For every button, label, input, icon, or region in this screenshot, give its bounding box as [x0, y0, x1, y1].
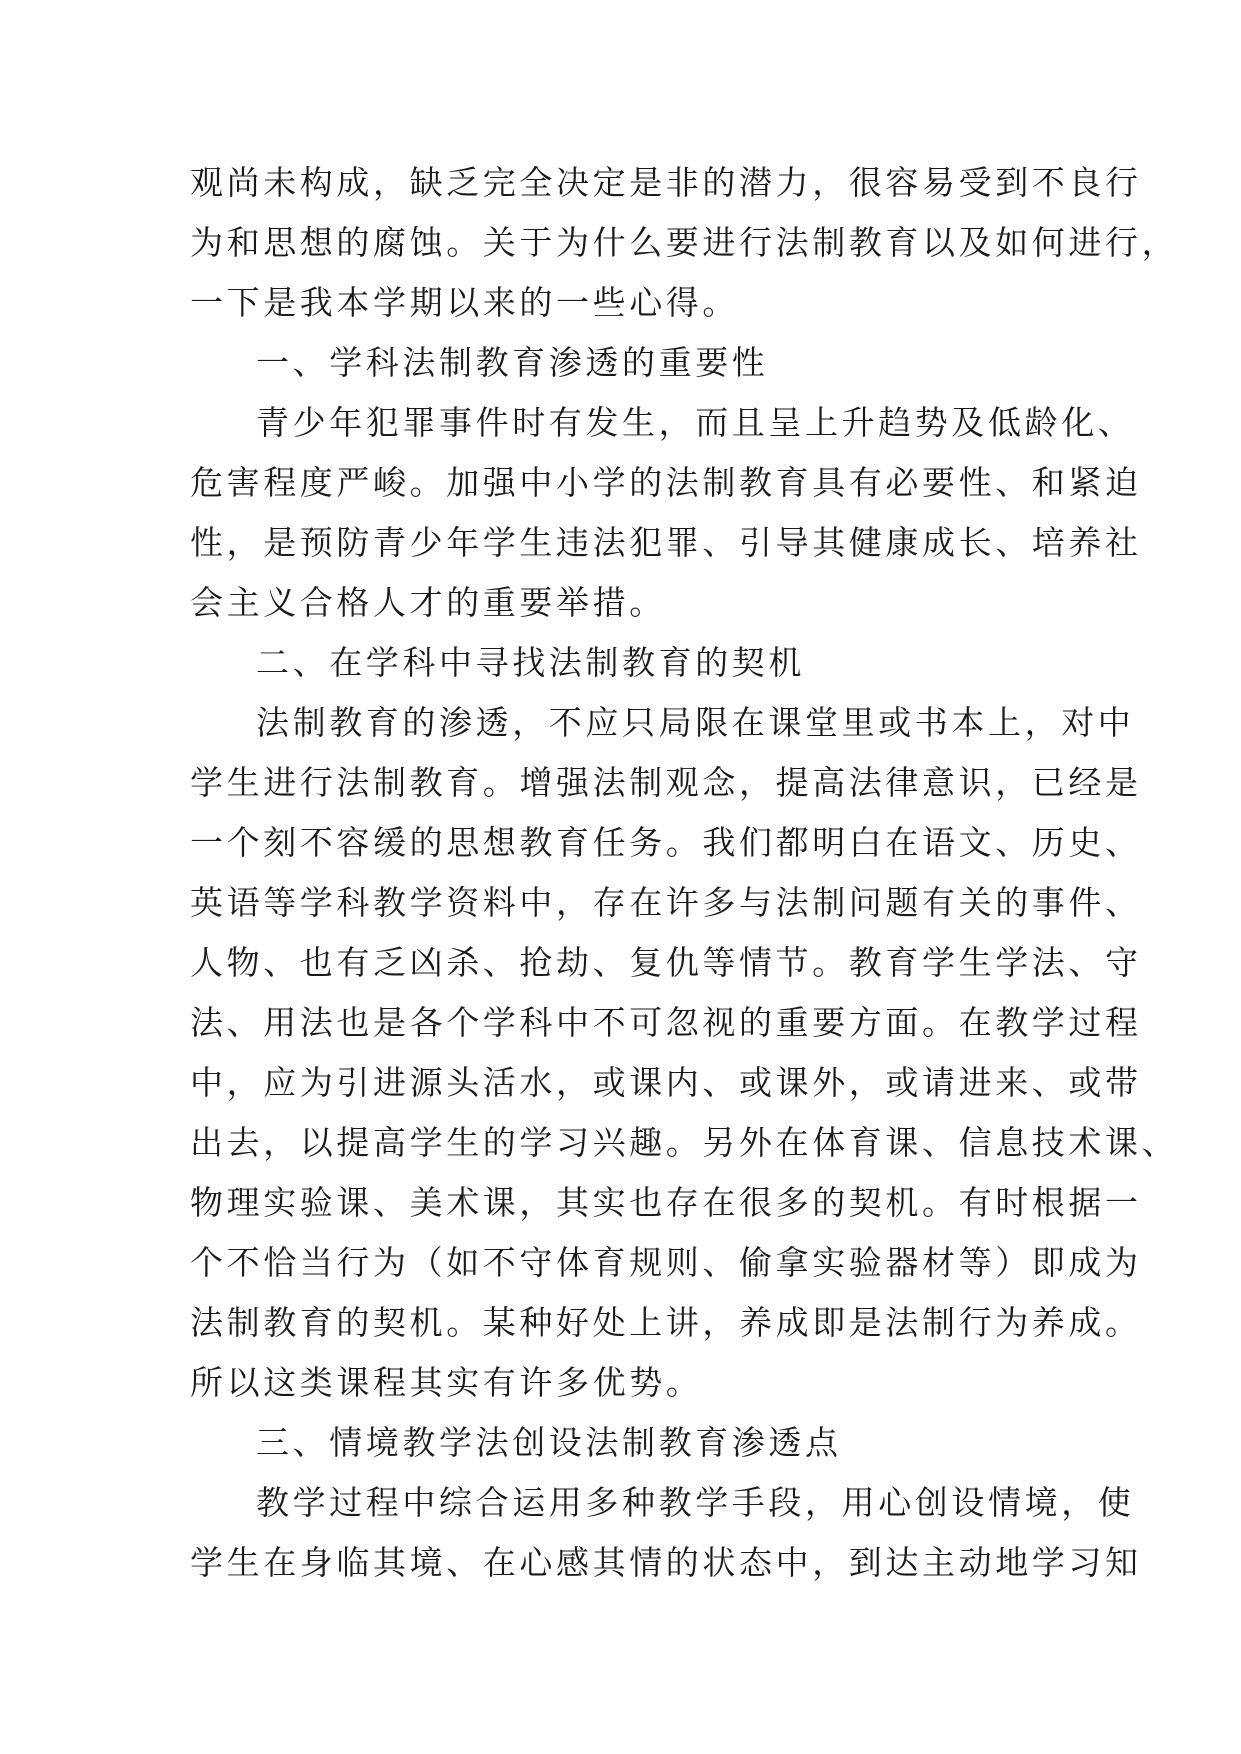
text-line: 一下是我本学期以来的一些心得。	[190, 283, 739, 322]
text-line: 人物、也有乏凶杀、抢劫、复仇等情节。教育学生学法、守	[190, 943, 1142, 982]
text-line: 法制教育的渗透，不应只局限在课堂里或书本上，对中	[256, 703, 1135, 742]
text-line: 英语等学科教学资料中，存在许多与法制问题有关的事件、	[190, 883, 1142, 922]
text-line: 法、用法也是各个学科中不可忽视的重要方面。在教学过程	[190, 1003, 1142, 1042]
text-line: 物理实验课、美术课，其实也存在很多的契机。有时根据一	[190, 1183, 1142, 1222]
section-heading: 二、在学科中寻找法制教育的契机	[256, 643, 805, 682]
text-line: 为和思想的腐蚀。关于为什么要进行法制教育以及如何进行，	[190, 223, 1179, 262]
text-line: 观尚未构成，缺乏完全决定是非的潜力，很容易受到不良行	[190, 163, 1142, 202]
text-line: 性，是预防青少年学生违法犯罪、引导其健康成长、培养社	[190, 523, 1142, 562]
text-line: 会主义合格人才的重要举措。	[190, 583, 666, 622]
text-line: 法制教育的契机。某种好处上讲，养成即是法制行为养成。	[190, 1303, 1142, 1342]
text-line: 教学过程中综合运用多种教学手段，用心创设情境，使	[256, 1483, 1135, 1522]
text-line: 危害程度严峻。加强中小学的法制教育具有必要性、和紧迫	[190, 463, 1142, 502]
text-line: 中，应为引进源头活水，或课内、或课外，或请进来、或带	[190, 1063, 1142, 1102]
document-body	[190, 153, 1179, 1593]
text-line: 所以这类课程其实有许多优势。	[190, 1363, 703, 1402]
section-heading: 一、学科法制教育渗透的重要性	[256, 343, 769, 382]
text-line: 个不恰当行为（如不守体育规则、偷拿实验器材等）即成为	[190, 1243, 1142, 1282]
text-line: 出去，以提高学生的学习兴趣。另外在体育课、信息技术课、	[190, 1123, 1179, 1162]
text-line: 学生在身临其境、在心感其情的状态中，到达主动地学习知	[190, 1543, 1142, 1582]
text-line: 青少年犯罪事件时有发生，而且呈上升趋势及低龄化、	[256, 403, 1135, 442]
section-heading: 三、情境教学法创设法制教育渗透点	[256, 1423, 842, 1462]
text-line: 学生进行法制教育。增强法制观念，提高法律意识，已经是	[190, 763, 1142, 802]
text-line: 一个刻不容缓的思想教育任务。我们都明白在语文、历史、	[190, 823, 1142, 862]
